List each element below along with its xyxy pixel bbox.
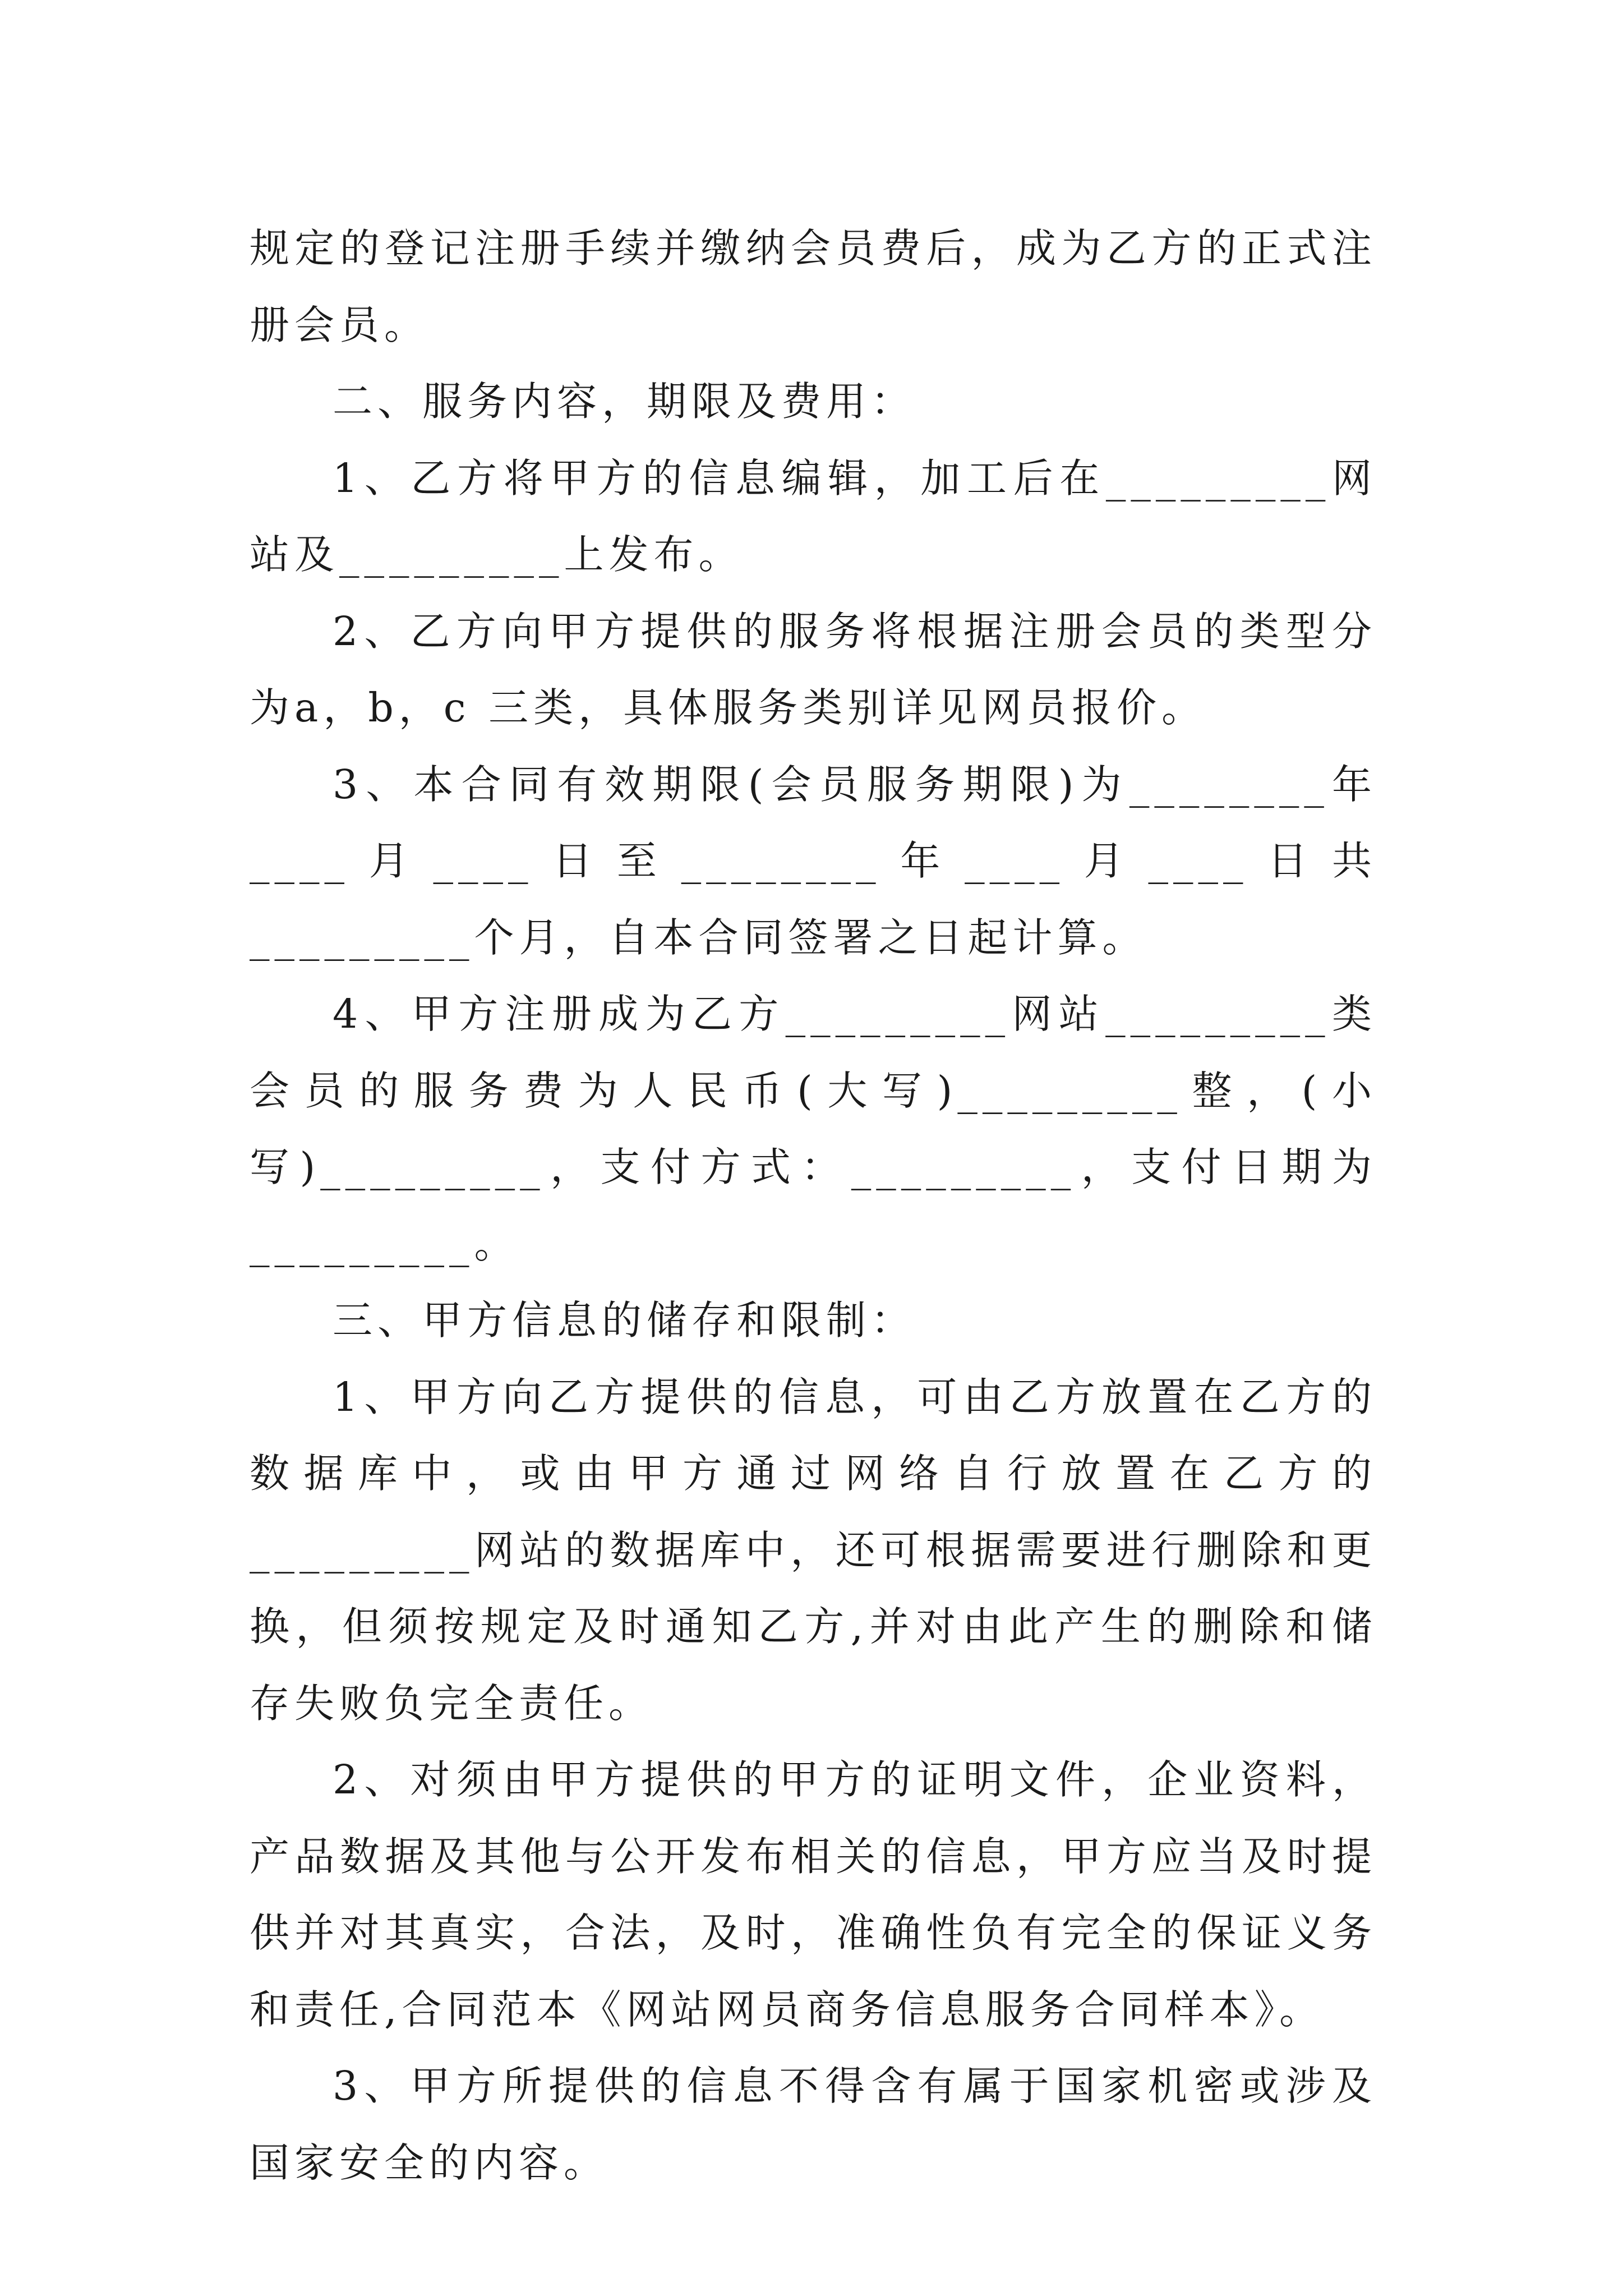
clause-2-3-term: 3、本合同有效期限(会员服务期限)为________年____月____日至________年____月____日共_________个月，自本合同签署之日起计算。	[250, 761, 1377, 961]
section-heading-storage: 三、甲方信息的储存和限制：	[333, 1297, 916, 1343]
contract-body	[250, 210, 1377, 2201]
clause-2-1-publish: 1、乙方将甲方的信息编辑，加工后在_________网站及_________上发布。	[250, 454, 1377, 578]
section-heading-services: 二、服务内容，期限及费用：	[333, 378, 916, 425]
clause-3-3-security: 3、甲方所提供的信息不得含有属于国家机密或涉及国家安全的内容。	[250, 2063, 1377, 2186]
clause-2-2-member-types: 2、乙方向甲方提供的服务将根据注册会员的类型分为a，b，c 三类，具体服务类别详见网员报价。	[250, 608, 1377, 731]
clause-3-1-database: 1、甲方向乙方提供的信息，可由乙方放置在乙方的数据库中，或由甲方通过网络自行放置在乙方的_________网站的数据库中，还可根据需要进行删除和更换，但须按规定及时通知乙方,并对由此产生的删除和储存失败负完全责任。	[250, 1373, 1377, 1727]
clause-2-4-fees: 4、甲方注册成为乙方_________网站_________类会员的服务费为人民币(大写)_________整，(小写)_________，支付方式：_________，支付日期为_________。	[250, 991, 1377, 1267]
paragraph-registration-continued: 规定的登记注册手续并缴纳会员费后，成为乙方的正式注册会员。	[250, 225, 1377, 348]
clause-3-2-documents: 2、对须由甲方提供的甲方的证明文件，企业资料，产品数据及其他与公开发布相关的信息，甲方应当及时提供并对其真实，合法，及时，准确性负有完全的保证义务和责任,合同范本《网站网员商务信息服务合同样本》。	[250, 1756, 1377, 2033]
